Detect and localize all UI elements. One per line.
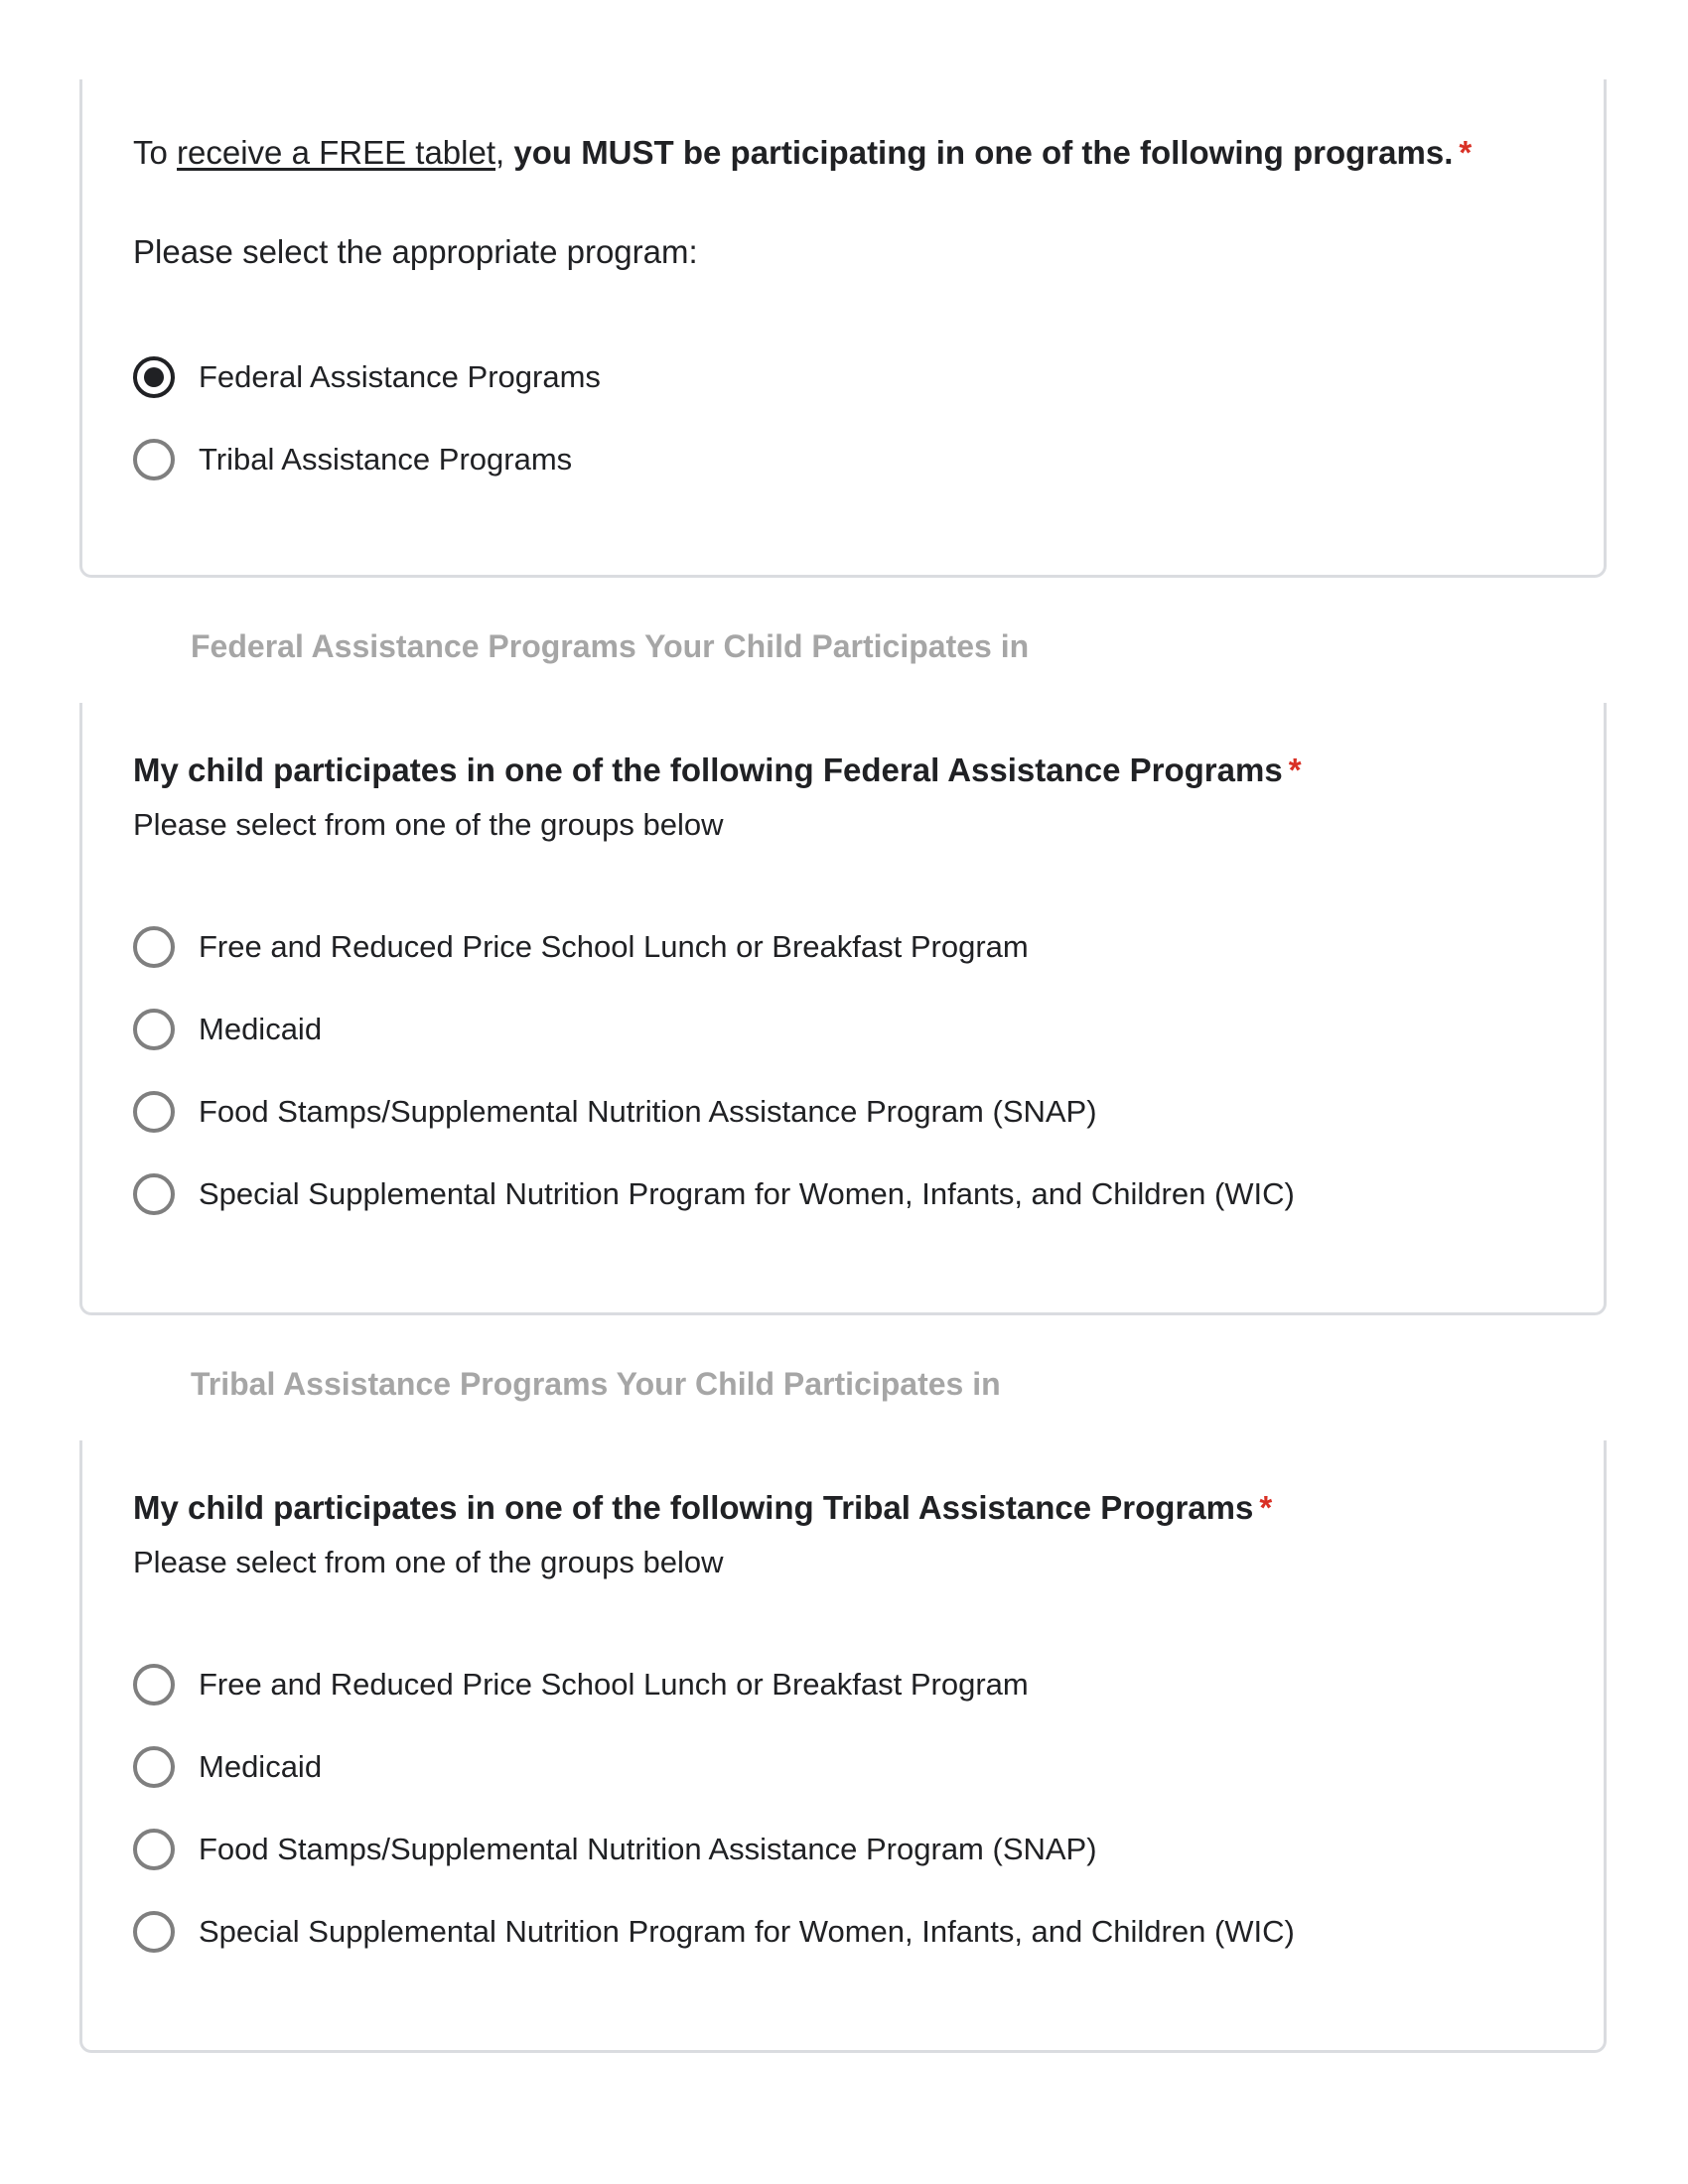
option-label: Free and Reduced Price School Lunch or Breakfast Program xyxy=(199,929,1029,964)
required-asterisk: * xyxy=(1459,134,1473,171)
option-label: Special Supplemental Nutrition Program for Women, Infants, and Children (WIC) xyxy=(199,1176,1295,1211)
program-type-question-card xyxy=(79,79,1607,578)
radio-button[interactable] xyxy=(133,1746,175,1788)
radio-button[interactable] xyxy=(133,1829,175,1870)
radio-option-school-lunch[interactable] xyxy=(133,925,1029,969)
radio-button[interactable] xyxy=(133,439,175,480)
program-type-question-title xyxy=(133,133,1472,173)
program-type-subtitle: Please select the appropriate program: xyxy=(133,233,698,270)
radio-button[interactable] xyxy=(133,1911,175,1953)
tribal-section-header: Tribal Assistance Programs Your Child Participates in xyxy=(191,1366,1001,1402)
title-comma: , xyxy=(495,134,505,171)
federal-section-header: Federal Assistance Programs Your Child Participates in xyxy=(191,628,1030,664)
federal-question-text: My child participates in one of the following Federal Assistance Programs xyxy=(133,751,1283,788)
option-label: Medicaid xyxy=(199,1749,323,1784)
radio-button[interactable] xyxy=(133,926,175,968)
option-label: Food Stamps/Supplemental Nutrition Assistance Program (SNAP) xyxy=(199,1832,1097,1866)
radio-option-wic[interactable] xyxy=(133,1172,1295,1216)
option-label: Tribal Assistance Programs xyxy=(199,442,573,477)
option-label: Free and Reduced Price School Lunch or Breakfast Program xyxy=(199,1667,1029,1702)
free-tablet-link-text: receive a FREE tablet xyxy=(177,134,496,171)
radio-option-school-lunch[interactable] xyxy=(133,1663,1029,1706)
federal-question-description: Please select from one of the groups below xyxy=(133,807,724,842)
radio-option-medicaid[interactable] xyxy=(133,1745,322,1789)
federal-programs-question-card xyxy=(79,703,1607,1315)
option-label: Food Stamps/Supplemental Nutrition Assistance Program (SNAP) xyxy=(199,1094,1097,1129)
title-bold-text: you MUST be participating in one of the following programs. xyxy=(504,134,1454,171)
required-asterisk: * xyxy=(1259,1489,1273,1526)
federal-question-title xyxy=(133,751,1302,790)
radio-option-wic[interactable] xyxy=(133,1910,1295,1954)
radio-option-snap[interactable] xyxy=(133,1828,1097,1871)
radio-option-snap[interactable] xyxy=(133,1090,1097,1134)
tribal-question-text: My child participates in one of the following Tribal Assistance Programs xyxy=(133,1489,1254,1526)
required-asterisk: * xyxy=(1288,751,1302,788)
radio-button[interactable] xyxy=(133,1664,175,1706)
radio-option-federal[interactable] xyxy=(133,355,601,399)
tribal-question-title xyxy=(133,1488,1272,1528)
tribal-programs-question-card xyxy=(79,1440,1607,2053)
radio-button-selected[interactable] xyxy=(133,356,175,398)
radio-button[interactable] xyxy=(133,1173,175,1215)
option-label: Special Supplemental Nutrition Program for Women, Infants, and Children (WIC) xyxy=(199,1914,1295,1949)
option-label: Medicaid xyxy=(199,1012,323,1046)
radio-option-medicaid[interactable] xyxy=(133,1008,322,1051)
tribal-question-description: Please select from one of the groups below xyxy=(133,1545,724,1579)
radio-button[interactable] xyxy=(133,1091,175,1133)
radio-option-tribal[interactable] xyxy=(133,438,572,481)
title-prefix: To xyxy=(133,134,178,171)
option-label: Federal Assistance Programs xyxy=(199,359,601,394)
radio-button[interactable] xyxy=(133,1009,175,1050)
